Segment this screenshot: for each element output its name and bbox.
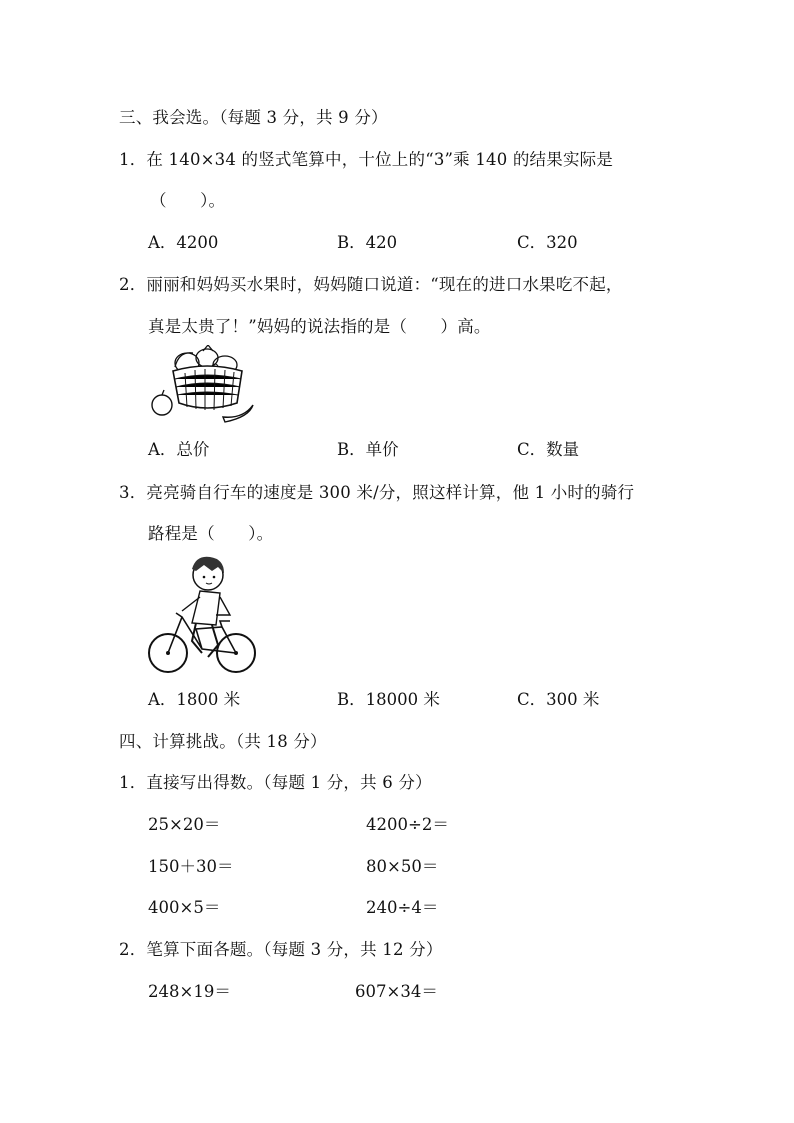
q3-line2: 路程是（ ）。	[148, 524, 274, 543]
q1-line2: （ ）。	[150, 191, 226, 210]
q2-option-c: C．数量	[517, 440, 580, 459]
calc-item: 150＋30＝	[148, 857, 234, 876]
q2-line2: 真是太贵了！”妈妈的说法指的是（ ）高。	[148, 317, 491, 336]
q2-option-a: A．总价	[148, 440, 210, 459]
q3-option-a: A．1800 米	[148, 690, 241, 709]
q1-line1: 1．在 140×34 的竖式笔算中，十位上的“3”乘 140 的结果实际是	[119, 150, 614, 169]
q1-option-b: B．420	[337, 233, 398, 252]
part2-title: 2．笔算下面各题。（每题 3 分，共 12 分）	[119, 940, 443, 959]
calc-item: 25×20＝	[148, 815, 221, 834]
part1-title: 1．直接写出得数。（每题 1 分，共 6 分）	[119, 773, 432, 792]
calc-item: 80×50＝	[366, 857, 439, 876]
q2-option-b: B．单价	[337, 440, 399, 459]
q1-option-c: C．320	[517, 233, 578, 252]
q2-line1: 2．丽丽和妈妈买水果时，妈妈随口说道：“现在的进口水果吃不起，	[119, 275, 623, 294]
q3-line1: 3．亮亮骑自行车的速度是 300 米/分，照这样计算，他 1 小时的骑行	[119, 483, 635, 502]
section4-heading: 四、计算挑战。（共 18 分）	[119, 732, 327, 751]
q3-option-b: B．18000 米	[337, 690, 440, 709]
written-calc-item: 607×34＝	[355, 982, 438, 1001]
fruit-basket-illustration	[145, 345, 260, 425]
calc-item: 4200÷2＝	[366, 815, 449, 834]
calc-item: 240÷4＝	[366, 898, 439, 917]
section3-heading: 三、我会选。（每题 3 分，共 9 分）	[119, 108, 388, 127]
calc-item: 400×5＝	[148, 898, 221, 917]
written-calc-item: 248×19＝	[148, 982, 231, 1001]
q1-option-a: A．4200	[148, 233, 219, 252]
q3-option-c: C．300 米	[517, 690, 600, 709]
boy-on-bicycle-illustration	[146, 553, 261, 678]
